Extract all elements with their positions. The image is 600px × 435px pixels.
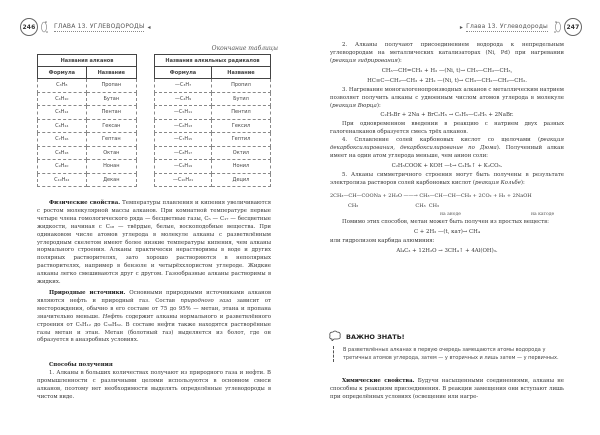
- punctuation: ):: [397, 57, 402, 64]
- table-row: [155, 173, 271, 187]
- equation-substituents: CH₃ CH₃ CH₃: [348, 202, 439, 209]
- table-caption: Окончание таблицы: [211, 45, 278, 52]
- table-row: [155, 92, 271, 106]
- formula-cell: —C₉H₁₉: [155, 160, 212, 174]
- name-cell: Октил: [211, 146, 270, 160]
- term: реакция декарбоксилирования, декарбоксилирование по Дюма: [330, 137, 564, 152]
- name-cell: Бутан: [86, 92, 136, 106]
- important-heading: ВАЖНО ЗНАТЬ!: [346, 332, 405, 341]
- table-row: [38, 146, 137, 160]
- table-row: [155, 106, 271, 120]
- arrow-icon: ◂: [147, 23, 151, 31]
- equation: Al₄C₃ + 12H₂O → 3CH₄↑ + 4Al(OH)₃.: [396, 247, 498, 254]
- paragraph-text: 4. Сплавление солей карбоновых кислот со щелочами (: [342, 137, 541, 144]
- name-cell: Декан: [86, 173, 136, 187]
- term: реакция Вюрца: [332, 102, 377, 109]
- name-cell: Пропан: [86, 79, 136, 93]
- column-header: Название: [211, 67, 270, 79]
- page-number: 247: [564, 18, 582, 36]
- formula-cell: —C₄H₉: [155, 92, 212, 106]
- alkanes-table: [37, 54, 137, 187]
- formula-cell: —C₅H₁₁: [155, 106, 212, 120]
- formula-cell: —C₇H₁₅: [155, 133, 212, 147]
- table-row: [38, 92, 137, 106]
- table-title: Названия алканов: [38, 55, 137, 67]
- equation: C + 2H₂ —(t, кат)→ CH₄: [413, 228, 481, 235]
- term: природного газа: [180, 297, 232, 304]
- name-cell: Децил: [211, 173, 270, 187]
- column-header: Название: [86, 67, 136, 79]
- equation: CH₃—CH=CH₂ + H₂ —(Ni, t)→ CH₃—CH₂—CH₃,: [381, 67, 513, 74]
- punctuation: ):: [520, 179, 525, 186]
- table-row: [38, 133, 137, 147]
- natural-sources-section: [37, 290, 271, 345]
- formula-cell: C₁₀H₂₂: [38, 173, 87, 187]
- physical-properties-section: [37, 200, 271, 287]
- radicals-table: [154, 54, 271, 187]
- paragraph-text: Основными природными источниками алканов являются нефть и природный газ. Состав: [37, 290, 271, 304]
- section-heading: Природные источники.: [49, 290, 126, 296]
- equation: C₂H₅Br + 2Na + BrC₂H₅ → C₂H₅—C₂H₅ + 2NaBr.: [380, 112, 514, 119]
- chapter-title: ГЛАВА 13. УГЛЕВОДОРОДЫ: [54, 22, 145, 30]
- name-cell: Гептил: [211, 133, 270, 147]
- brain-icon: [328, 330, 342, 343]
- column-header: Формула: [38, 67, 87, 79]
- important-title: [328, 330, 568, 343]
- name-cell: Гептан: [86, 133, 136, 147]
- table-row: [38, 173, 137, 187]
- electrode-labels: [440, 211, 564, 219]
- section-heading: Химические свойства.: [342, 378, 415, 384]
- formula-cell: C₉H₂₀: [38, 160, 87, 174]
- chemical-properties-section: [330, 378, 564, 402]
- paragraph-text: или гидролизом карбида алюминия:: [330, 237, 435, 244]
- table-row: [155, 79, 271, 93]
- table-row: [38, 160, 137, 174]
- table-row: [155, 146, 271, 160]
- paragraph-text: содержит алканы нормального и разветвлённого строения от C₅H₁₂ до C₃₀H₆₂. В составе нефти также находятся растворённые газы метан и этан. Метан (болотный газ) выделяется из болот, где он образуется в анаэробных условиях.: [37, 313, 272, 344]
- table-row: [155, 160, 271, 174]
- paragraph-text: Температуры плавления и кипения увеличиваются с ростом молекулярной массы алканов. При комнатной температуре первые четыре члена гомологического ряда — бесцветные газы, C₅ — C₁₇ — бесцветные жидкости, начиная с C₁₈ — твёрдые, белые, воскоподобные вещества. При одинаковом числе атомов углерода в молекуле алканы с разветвлённым углеродным скелетом имеют более низкие температуры кипения, чем алканы нормального строения. Алканы практически нерастворимы в воде и других полярных растворителях, зато хорошо растворяются в неполярных растворителях, например в бензоле и четырёххлористом углероде. Жидкие алканы легко смешиваются друг с другом. Газообразные алканы растворимы в жидких.: [37, 200, 271, 286]
- section-heading: Физические свойства.: [49, 200, 121, 206]
- cathode-label: на катоде: [530, 211, 555, 217]
- paragraph-text: 1. Алканы в больших количествах получают из природного газа и нефти. В промышленности с различными целями используются в основном смеси алканов, поэтому нет необходимости выделять определённые углеводороды в чистом виде.: [37, 369, 271, 400]
- table-row: [38, 106, 137, 120]
- formula-cell: C₈H₁₈: [38, 146, 87, 160]
- formula-cell: C₄H₁₀: [38, 92, 87, 106]
- name-cell: Пентан: [86, 106, 136, 120]
- table-title: Названия алкильных радикалов: [155, 55, 271, 67]
- table-row: [155, 133, 271, 147]
- equation: C₂H₅COOK + KOH —t→ C₂H₆↑ + K₂CO₃.: [391, 162, 503, 169]
- left-page-header: [20, 18, 151, 36]
- paragraph-text: Помимо этих способов, метан может быть получен из простых веществ:: [342, 218, 549, 225]
- formula-cell: C₇H₁₆: [38, 133, 87, 147]
- formula-cell: —C₃H₇: [155, 79, 212, 93]
- right-page: [300, 0, 600, 435]
- methods-continued: [330, 42, 564, 257]
- term: реакция гидрирования: [332, 57, 398, 64]
- formula-cell: —C₆H₁₃: [155, 119, 212, 133]
- important-text: В разветвлённых алканах в первую очередь замещаются атомы водорода у третичных атомов углерода, затем — у вторичных и лишь затем — у первичных.: [333, 346, 568, 362]
- table-row: [38, 119, 137, 133]
- name-cell: Гексил: [211, 119, 270, 133]
- name-cell: Пентил: [211, 106, 270, 120]
- methods-section: [37, 362, 271, 402]
- table-row: [155, 119, 271, 133]
- paragraph-text: 5. Алканы симметричного строения могут быть получены в результате электролиза растворов солей карбоновых кислот (: [330, 171, 564, 186]
- name-cell: Нонил: [211, 160, 270, 174]
- name-cell: Пропил: [211, 79, 270, 93]
- formula-cell: C₆H₁₄: [38, 119, 87, 133]
- anode-label: на аноде: [440, 211, 461, 217]
- atom-decoration-icon: [551, 20, 561, 34]
- formula-cell: C₅H₁₂: [38, 106, 87, 120]
- atom-decoration-icon: [41, 20, 51, 34]
- term: Нефть: [102, 313, 123, 320]
- right-page-header: [460, 18, 582, 36]
- paragraph-text: При одновременном введении в реакцию с натрием двух разных галогеналканов образуется смесь трёх алканов.: [330, 121, 564, 136]
- equation: 2CH₃—CH—COONa + 2H₂O ——→ CH₃—CH—CH—CH₃ + 2CO₂ + H₂ + 2NaOH: [330, 192, 532, 199]
- table-row: [38, 79, 137, 93]
- paragraph-text: ). Полученный алкан имеет на один атом углерода меньше, чем анион соли:: [330, 145, 564, 160]
- punctuation: ):: [376, 102, 381, 109]
- name-cell: Бутил: [211, 92, 270, 106]
- name-cell: Нонан: [86, 160, 136, 174]
- term: реакция Кольбе: [475, 179, 521, 186]
- page-number: 246: [20, 18, 38, 36]
- paragraph-text: 2. Алканы получают присоединением водорода к непредельным углеводородам на металлических катализаторах (Ni, Pd) при нагревании (: [330, 42, 564, 64]
- name-cell: Октан: [86, 146, 136, 160]
- formula-cell: C₃H₈: [38, 79, 87, 93]
- formula-cell: —C₁₀H₂₁: [155, 173, 212, 187]
- paragraph-text: 3. Нагревание моногалогенопроизводных алканов с металлическим натрием позволяет получить алканы с удвоенным числом атомов углерода в молекуле (: [330, 86, 564, 109]
- paragraph-text: зависит от месторождения, обычно в его составе от 75 до 95% — метан, этана и пропана значительно меньше.: [37, 297, 271, 320]
- column-header: Формула: [155, 67, 212, 79]
- chapter-title: Глава 13. Углеводороды: [466, 22, 548, 30]
- important-note-box: [328, 330, 568, 362]
- name-cell: Гексан: [86, 119, 136, 133]
- arrow-icon: ▸: [459, 23, 464, 31]
- equation: HC≡C—CH₂—CH₃ + 2H₂ —(Ni, t)→ CH₃—CH₂—CH₂—CH₃.: [367, 77, 527, 84]
- section-heading: Способы получения: [49, 362, 113, 368]
- formula-cell: —C₈H₁₇: [155, 146, 212, 160]
- paragraph-text: Будучи насыщенными соединениями, алканы не способны к реакциям присоединения. В реакции замещения они вступают лишь при определённых условиях (освещение или нагре-: [330, 378, 564, 400]
